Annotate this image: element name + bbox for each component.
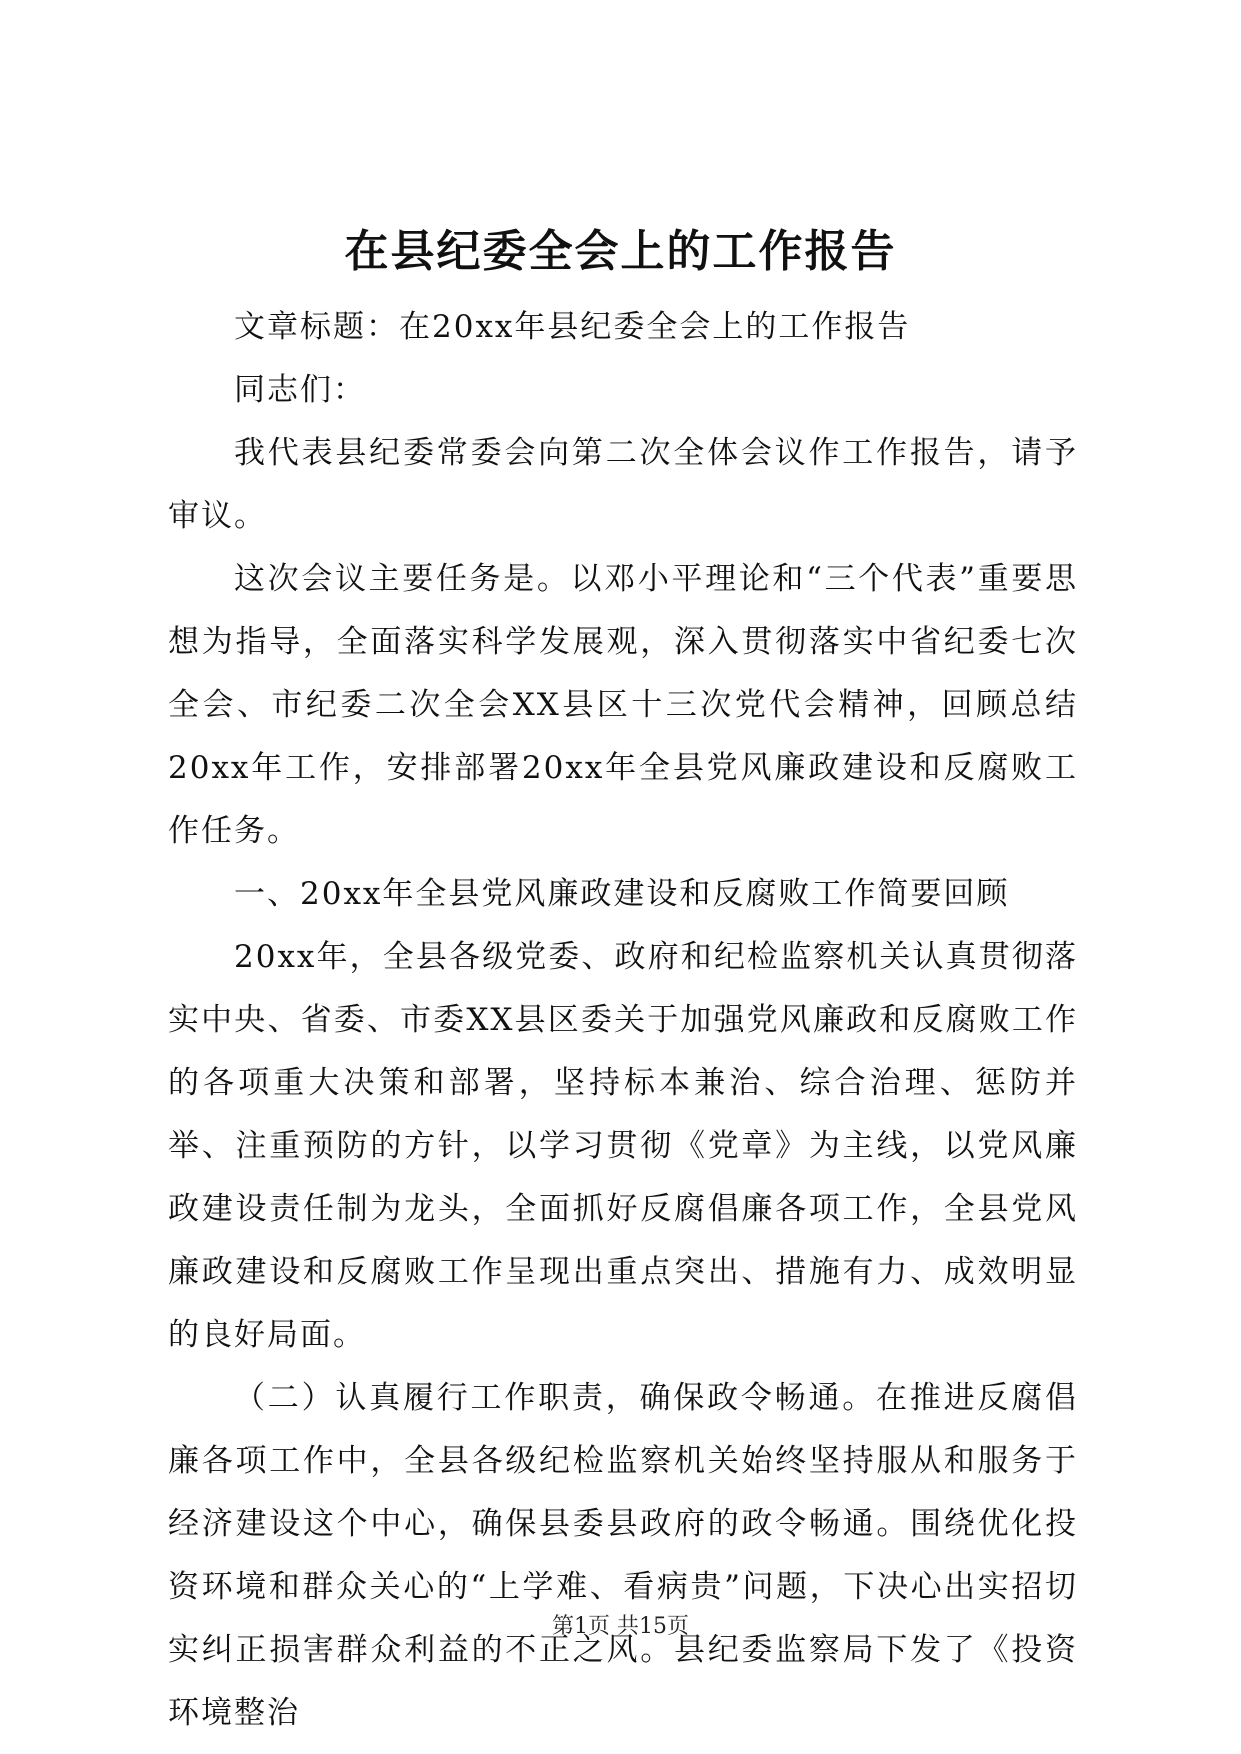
document-title: 在县纪委全会上的工作报告 xyxy=(344,226,897,277)
paragraph-review: 20xx年，全县各级党委、政府和纪检监察机关认真贯彻落实中央、省委、市委XX县区委关于加强党风廉政和反腐败工作的各项重大决策和部署，坚持标本兼治、综合治理、惩防并举、注重预防的方针，以学习贯彻《党章》为主线，以党风廉政建设责任制为龙头，全面抓好反腐倡廉各项工作，全县党风廉政建设和反腐败工作呈现出重点突出、措施有力、成效明显的良好局面。 xyxy=(168,939,1078,1353)
paragraph-salutation: 同志们： xyxy=(234,372,366,408)
paragraph-article-title: 文章标题：在20xx年县纪委全会上的工作报告 xyxy=(234,309,911,345)
document-body xyxy=(168,296,1078,1745)
paragraph-section-heading: 一、20xx年全县党风廉政建设和反腐败工作简要回顾 xyxy=(234,876,1010,912)
paragraph-duties: （二）认真履行工作职责，确保政令畅通。在推进反腐倡廉各项工作中，全县各级纪检监察机关始终坚持服从和服务于经济建设这个中心，确保县委县政府的政令畅通。围绕优化投资环境和群众关心的“上学难、看病贵”问题，下决心出实招切实纠正损害群众利益的不正之风。县纪委监察局下发了《投资环境整治 xyxy=(168,1380,1078,1731)
page-number-footer: 第1页 共15页 xyxy=(552,1614,689,1639)
paragraph-intro: 我代表县纪委常委会向第二次全体会议作工作报告，请予审议。 xyxy=(168,435,1078,534)
paragraph-meeting-task: 这次会议主要任务是。以邓小平理论和“三个代表”重要思想为指导，全面落实科学发展观，深入贯彻落实中省纪委七次全会、市纪委二次全会XX县区十三次党代会精神，回顾总结20xx年工作，安排部署20xx年全县党风廉政建设和反腐败工作任务。 xyxy=(168,561,1078,849)
